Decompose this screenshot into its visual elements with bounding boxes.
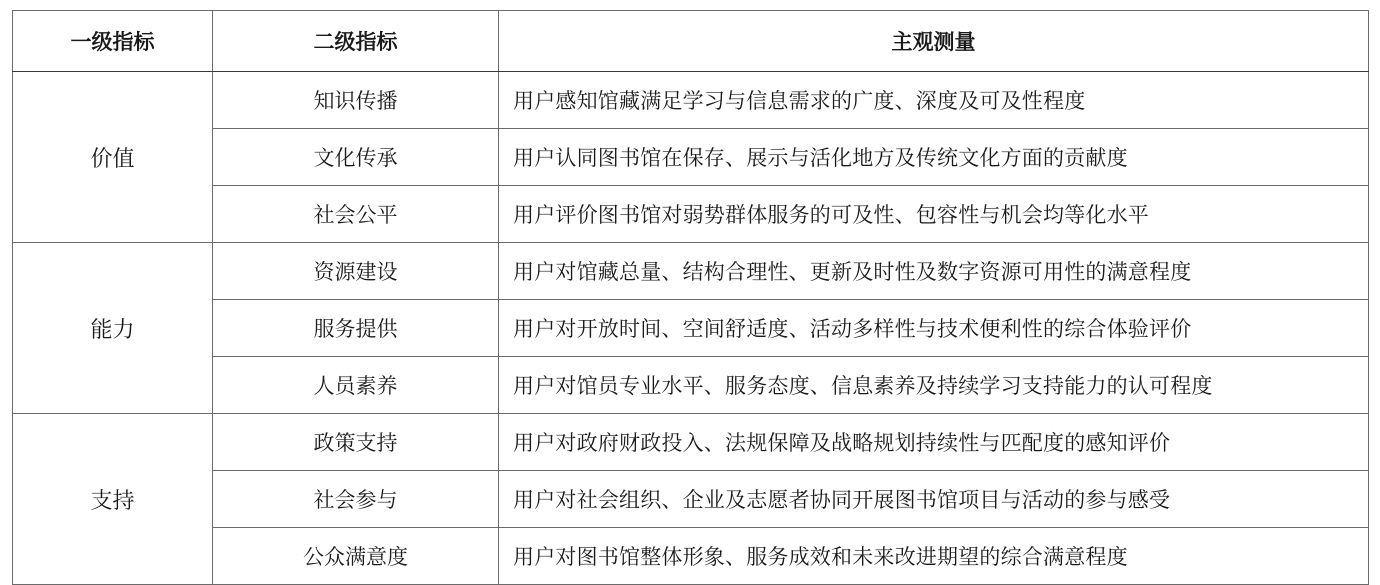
table-row bbox=[13, 471, 1369, 528]
measure-cell: 用户对馆员专业水平、服务态度、信息素养及持续学习支持能力的认可程度 bbox=[499, 357, 1369, 414]
table-row bbox=[13, 300, 1369, 357]
primary-indicator-cell: 价值 bbox=[13, 72, 213, 243]
secondary-indicator-cell: 文化传承 bbox=[213, 129, 499, 186]
table-row bbox=[13, 72, 1369, 129]
measure-cell: 用户对社会组织、企业及志愿者协同开展图书馆项目与活动的参与感受 bbox=[499, 471, 1369, 528]
secondary-indicator-cell: 社会参与 bbox=[213, 471, 499, 528]
measure-cell: 用户对图书馆整体形象、服务成效和未来改进期望的综合满意程度 bbox=[499, 528, 1369, 585]
secondary-indicator-cell: 人员素养 bbox=[213, 357, 499, 414]
table-row bbox=[13, 414, 1369, 471]
secondary-indicator-cell: 服务提供 bbox=[213, 300, 499, 357]
measure-cell: 用户评价图书馆对弱势群体服务的可及性、包容性与机会均等化水平 bbox=[499, 186, 1369, 243]
table-row bbox=[13, 243, 1369, 300]
measure-cell: 用户对政府财政投入、法规保障及战略规划持续性与匹配度的感知评价 bbox=[499, 414, 1369, 471]
table-body bbox=[13, 72, 1369, 585]
measure-cell: 用户感知馆藏满足学习与信息需求的广度、深度及可及性程度 bbox=[499, 72, 1369, 129]
indicator-table bbox=[12, 10, 1369, 585]
table-row bbox=[13, 186, 1369, 243]
table-row bbox=[13, 528, 1369, 585]
table-row bbox=[13, 129, 1369, 186]
measure-cell: 用户认同图书馆在保存、展示与活化地方及传统文化方面的贡献度 bbox=[499, 129, 1369, 186]
secondary-indicator-cell: 资源建设 bbox=[213, 243, 499, 300]
primary-indicator-cell: 支持 bbox=[13, 414, 213, 585]
header-row bbox=[13, 11, 1369, 72]
secondary-indicator-cell: 政策支持 bbox=[213, 414, 499, 471]
secondary-indicator-cell: 社会公平 bbox=[213, 186, 499, 243]
table-row bbox=[13, 357, 1369, 414]
measure-cell: 用户对馆藏总量、结构合理性、更新及时性及数字资源可用性的满意程度 bbox=[499, 243, 1369, 300]
table-header bbox=[13, 11, 1369, 72]
header-subjective-measure: 主观测量 bbox=[499, 11, 1369, 72]
secondary-indicator-cell: 公众满意度 bbox=[213, 528, 499, 585]
primary-indicator-cell: 能力 bbox=[13, 243, 213, 414]
measure-cell: 用户对开放时间、空间舒适度、活动多样性与技术便利性的综合体验评价 bbox=[499, 300, 1369, 357]
header-secondary-indicator: 二级指标 bbox=[213, 11, 499, 72]
header-primary-indicator: 一级指标 bbox=[13, 11, 213, 72]
secondary-indicator-cell: 知识传播 bbox=[213, 72, 499, 129]
